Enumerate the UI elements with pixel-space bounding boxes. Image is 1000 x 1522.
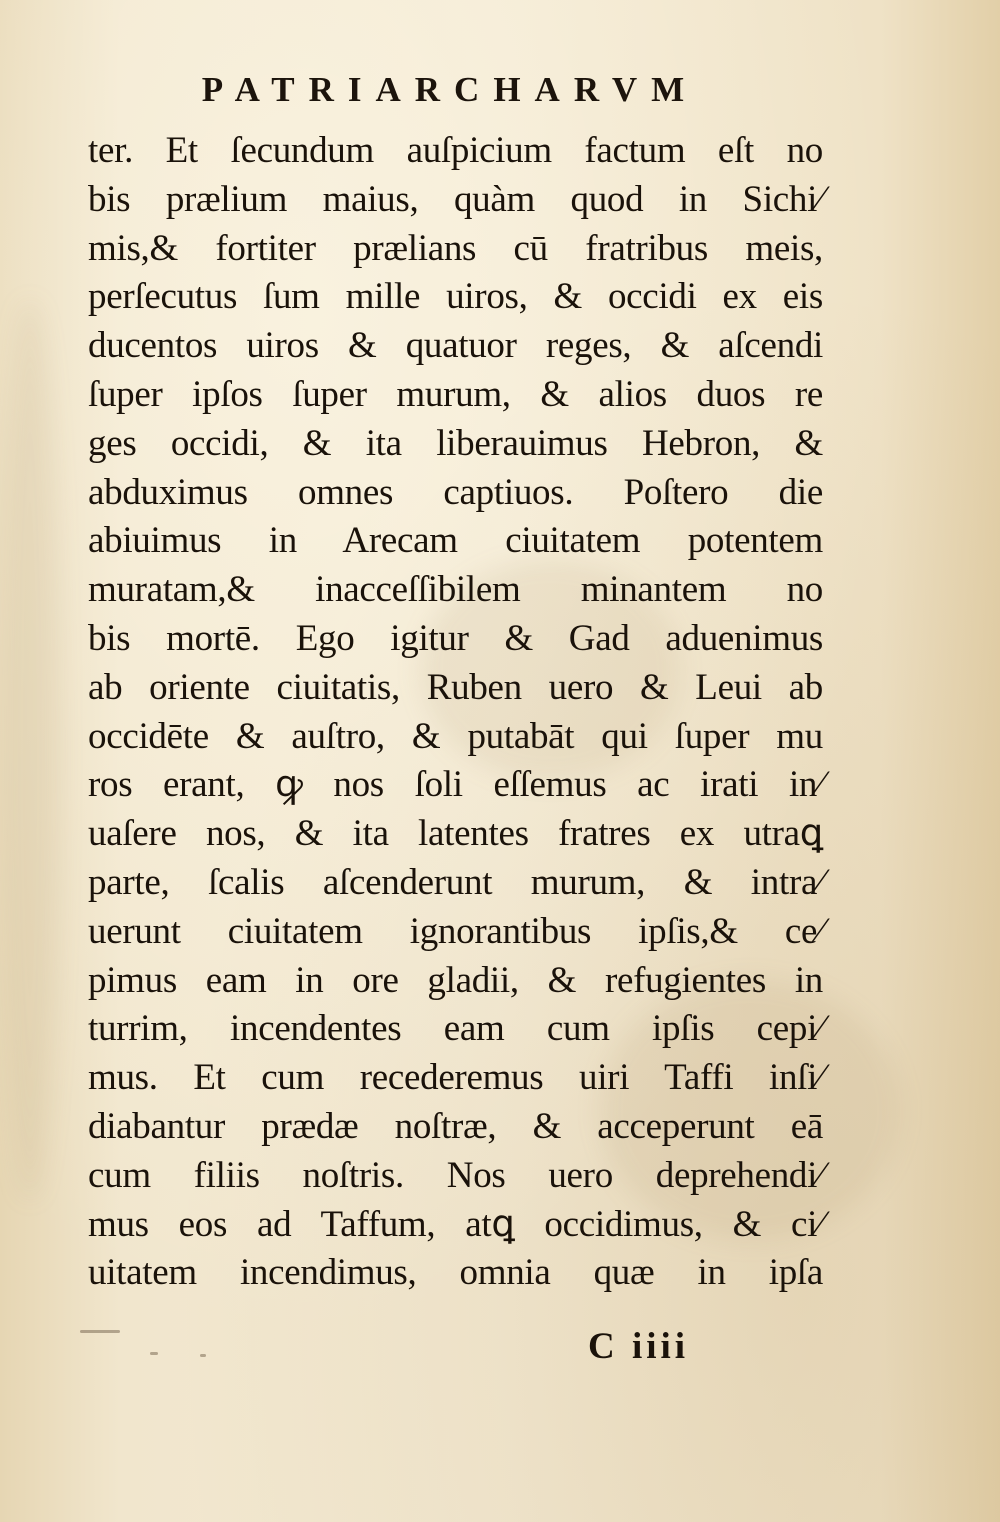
text-line: pimus eam in ore gladii, & refugientes in [88, 959, 823, 1001]
text-line: perſecutus ſum mille uiros, & occidi ex eis [88, 276, 823, 318]
text-line: parte, ſcalis aſcenderunt murum, & intra⁄ [88, 861, 823, 903]
text-line: mus eos ad Taffum, atꝗ occidimus, & ci⁄ [88, 1203, 823, 1245]
ink-smudge [80, 1330, 120, 1333]
text-line: abiuimus in Arecam ciuitatem potentem [88, 520, 823, 562]
text-line: ducentos uiros & quatuor reges, & aſcendi [88, 325, 823, 367]
ink-smudge [200, 1354, 206, 1357]
ink-smudge [150, 1352, 158, 1355]
text-line: mis,& fortiter prælians cū fratribus meis, [88, 227, 823, 269]
text-line: uerunt ciuitatem ignorantibus ipſis,& ce⁄ [88, 910, 823, 952]
running-head: PATRIARCHARVM [201, 70, 699, 109]
text-line: bis prælium maius, quàm quod in Sichi⁄ [88, 178, 823, 220]
text-line: ſuper ipſos ſuper murum, & alios duos re [88, 373, 823, 415]
text-line: cum filiis noſtris. Nos uero deprehendi⁄ [88, 1154, 823, 1196]
paper-stain [0, 300, 60, 1200]
body-text [88, 127, 823, 1298]
text-line: bis mortē. Ego igitur & Gad aduenimus [88, 617, 823, 659]
signature-mark: C iiii [588, 1326, 690, 1367]
text-line: mus. Et cum recederemus uiri Taffi inſi⁄ [88, 1057, 823, 1099]
text-line: uitatem incendimus, omnia quæ in ipſa [88, 1252, 823, 1294]
text-line: ab oriente ciuitatis, Ruben uero & Leui ab [88, 666, 823, 708]
text-line: turrim, incendentes eam cum ipſis cepi⁄ [88, 1008, 823, 1050]
text-line: ter. Et ſecundum auſpicium factum eſt no [88, 130, 823, 171]
text-line: ges occidi, & ita liberauimus Hebron, & [88, 422, 823, 464]
text-line: abduximus omnes captiuos. Poſtero die [88, 471, 823, 513]
text-line: occidēte & auſtro, & putabāt qui ſuper mu [88, 715, 823, 757]
text-line: uaſere nos, & ita latentes fratres ex utraꝗ [88, 813, 823, 855]
text-line: diabantur prædæ noſtræ, & acceperunt eā [88, 1105, 823, 1147]
text-line: muratam,& inacceſſibilem minantem no [88, 569, 823, 611]
text-line: ros erant, ꝙ nos ſoli eſſemus ac irati in⁄ [88, 764, 823, 806]
